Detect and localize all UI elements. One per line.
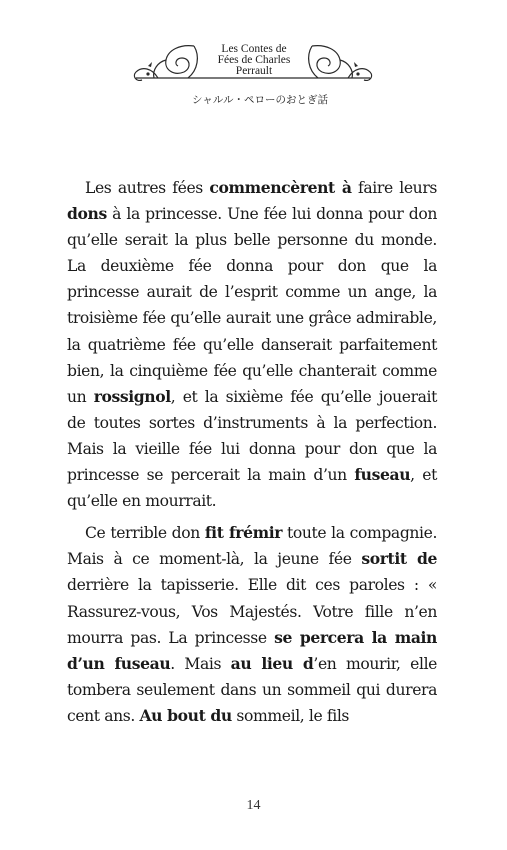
book-title-line: Perrault	[235, 65, 273, 77]
book-title	[194, 44, 314, 77]
text-run: derrière la tapisserie. Elle dit ces paroles : « Rassurez-vous, Vos Majestés. Votre fille n’en mourra pas. La princesse	[67, 576, 437, 647]
paragraph	[67, 175, 437, 514]
text-run: . Mais	[170, 654, 231, 673]
text-run: , et la sixième fée qu’elle jouerait de toutes sortes d’instruments à la perfection. Mais la vieille fée lui donna pour don que la princesse se percerait la main d’un	[67, 387, 438, 485]
paragraph	[67, 520, 437, 729]
text-run: faire leurs	[351, 179, 437, 197]
page-header	[0, 0, 507, 120]
text-run: à la princesse. Une fée lui donna pour don qu’elle serait la plus belle personne du monde. La deuxième fée donna pour don que la princesse aurait de l’esprit comme un ange, la troisième fée qu’elle aurait une grâce admirable, la quatrième fée qu’elle danserait parfaitement bien, la cinquième fée qu’elle chanterait comme un	[67, 205, 437, 406]
bold-phrase: fit frémir	[204, 523, 283, 543]
text-run: toute la compagnie. Mais à ce moment-là, la jeune fée	[67, 524, 438, 569]
bold-phrase: fuseau	[354, 465, 411, 485]
bold-phrase: Au bout du	[139, 705, 232, 725]
text-run: Les autres fées	[85, 179, 210, 197]
text-run: sommeil, le fils	[231, 706, 350, 725]
bold-phrase: sortit de	[361, 549, 437, 569]
text-run: , et qu’elle en mourrait.	[67, 466, 437, 511]
book-subtitle-japanese: シャルル・ペローのおとぎ話	[191, 94, 329, 106]
text-run: Ce terrible don	[85, 524, 205, 543]
bold-phrase: rossignol	[93, 386, 171, 406]
bold-phrase: se percera la main d’un fuseau	[67, 627, 437, 673]
bold-phrase: au lieu d	[230, 653, 314, 673]
page-number: 14	[246, 798, 261, 813]
bold-phrase: dons	[67, 204, 107, 224]
bold-phrase: commencèrent à	[209, 178, 352, 197]
book-title-line: Fées de Charles	[217, 54, 291, 66]
book-title-line: Les Contes de	[221, 43, 287, 55]
text-run: ’en mourir, elle tombera seulement dans un sommeil qui durera cent ans.	[67, 654, 438, 725]
story-text	[67, 175, 437, 729]
